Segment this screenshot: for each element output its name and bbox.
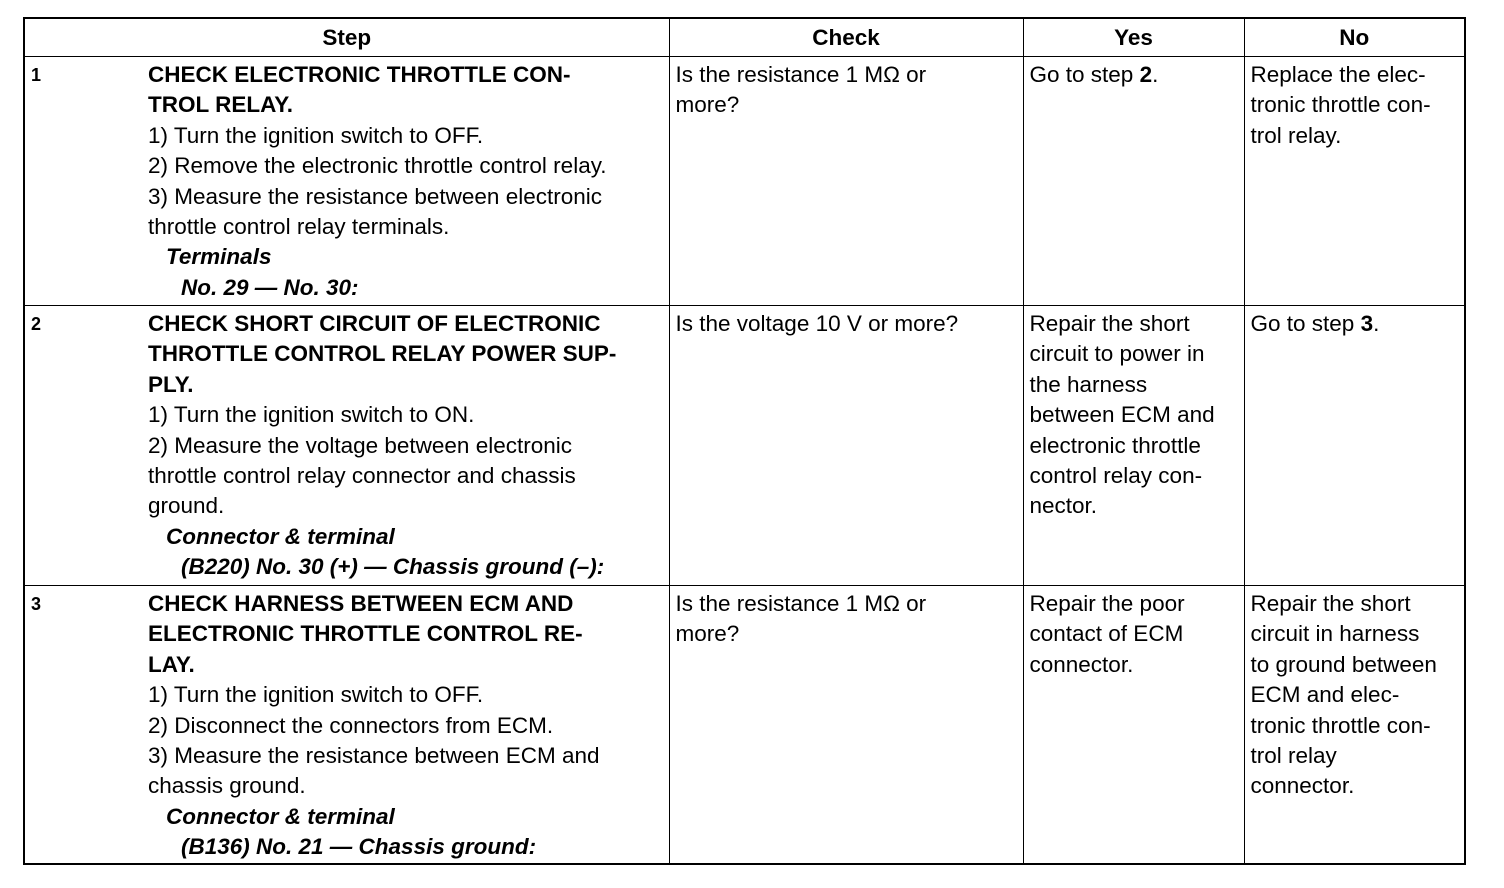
substep-line: chassis ground. [148, 773, 306, 799]
spec-value: (B136) No. 21 — Chassis ground: [181, 834, 537, 860]
step-cell [24, 586, 669, 864]
yes-line: Repair the short [1029, 311, 1190, 336]
substep-line: ground. [148, 493, 225, 519]
spec-label: Terminals [166, 244, 272, 270]
yes-text: Go to step [1029, 62, 1140, 87]
no-line: connector. [1250, 773, 1355, 799]
check-cell [669, 586, 1023, 864]
diagnostic-table [23, 17, 1466, 865]
check-line: Is the resistance 1 MΩ or [675, 62, 927, 87]
step-reference: 2 [1139, 62, 1153, 87]
check-line: Is the resistance 1 MΩ or [675, 591, 927, 616]
spec-label: Connector & terminal [166, 803, 395, 829]
yes-line: the harness [1029, 371, 1148, 397]
step-number: 3 [31, 594, 42, 614]
yes-line: contact of ECM [1029, 621, 1184, 647]
yes-line: electronic throttle [1029, 432, 1201, 458]
substep-line: 2) Remove the electronic throttle control relay. [148, 153, 607, 179]
table-row [24, 306, 1465, 586]
yes-line: circuit to power in [1029, 341, 1205, 367]
substep-line: throttle control relay connector and chassis [148, 463, 576, 489]
no-cell [1244, 586, 1465, 864]
no-text: Go to step [1250, 311, 1361, 336]
substep-line: 3) Measure the resistance between ECM and [148, 743, 600, 769]
check-cell [669, 57, 1023, 306]
no-line: circuit in harness [1250, 621, 1420, 647]
step-cell [24, 57, 669, 306]
no-line: to ground between [1250, 651, 1437, 677]
yes-text-suffix: . [1152, 62, 1159, 87]
yes-line: between ECM and [1029, 402, 1215, 428]
substep-line: throttle control relay terminals. [148, 214, 450, 240]
no-line: Repair the short [1250, 591, 1411, 616]
yes-line: control relay con- [1029, 463, 1203, 489]
spec-value: No. 29 — No. 30: [181, 274, 359, 300]
check-line: more? [675, 92, 740, 118]
header-row [24, 18, 1465, 57]
no-line: tronic throttle con- [1250, 92, 1431, 118]
header-step: Step [24, 18, 669, 57]
no-line: ECM and elec- [1250, 682, 1400, 708]
step-title-line: ELECTRONIC THROTTLE CONTROL RE- [148, 621, 583, 647]
check-line: more? [675, 621, 740, 647]
yes-cell [1023, 586, 1244, 864]
check-cell [669, 306, 1023, 586]
step-title-line: PLY. [148, 371, 194, 397]
yes-line: Repair the poor [1029, 591, 1185, 616]
yes-line: connector. [1029, 651, 1134, 677]
no-line: trol relay. [1250, 122, 1342, 148]
yes-cell [1023, 306, 1244, 586]
step-title-line: LAY. [148, 651, 195, 677]
step-title-line: THROTTLE CONTROL RELAY POWER SUP- [148, 341, 617, 367]
step-title-line: TROL RELAY. [148, 92, 294, 118]
no-line: Replace the elec- [1250, 62, 1426, 87]
yes-cell [1023, 57, 1244, 306]
no-cell [1244, 306, 1465, 586]
step-cell [24, 306, 669, 586]
substep-line: 2) Measure the voltage between electronic [148, 432, 572, 458]
step-number: 1 [31, 65, 42, 85]
header-yes: Yes [1023, 18, 1244, 57]
no-line: trol relay [1250, 743, 1337, 769]
spec-value: (B220) No. 30 (+) — Chassis ground (–): [181, 554, 605, 580]
step-title-line: CHECK HARNESS BETWEEN ECM AND [148, 591, 574, 616]
header-check: Check [669, 18, 1023, 57]
substep-line: 2) Disconnect the connectors from ECM. [148, 712, 554, 738]
check-line: Is the voltage 10 V or more? [675, 311, 959, 336]
no-text-suffix: . [1373, 311, 1380, 336]
substep-line: 1) Turn the ignition switch to ON. [148, 402, 475, 428]
yes-line: nector. [1029, 493, 1098, 519]
step-title-line: CHECK ELECTRONIC THROTTLE CON- [148, 62, 571, 87]
step-title-line: CHECK SHORT CIRCUIT OF ELECTRONIC [148, 311, 601, 336]
substep-line: 1) Turn the ignition switch to OFF. [148, 682, 484, 708]
spec-label: Connector & terminal [166, 523, 395, 549]
step-number: 2 [31, 314, 42, 334]
no-line: tronic throttle con- [1250, 712, 1431, 738]
no-cell [1244, 57, 1465, 306]
substep-line: 3) Measure the resistance between electronic [148, 183, 602, 209]
substep-line: 1) Turn the ignition switch to OFF. [148, 122, 484, 148]
header-no: No [1244, 18, 1465, 57]
step-reference: 3 [1360, 311, 1374, 336]
table-row [24, 57, 1465, 306]
table-row [24, 586, 1465, 864]
